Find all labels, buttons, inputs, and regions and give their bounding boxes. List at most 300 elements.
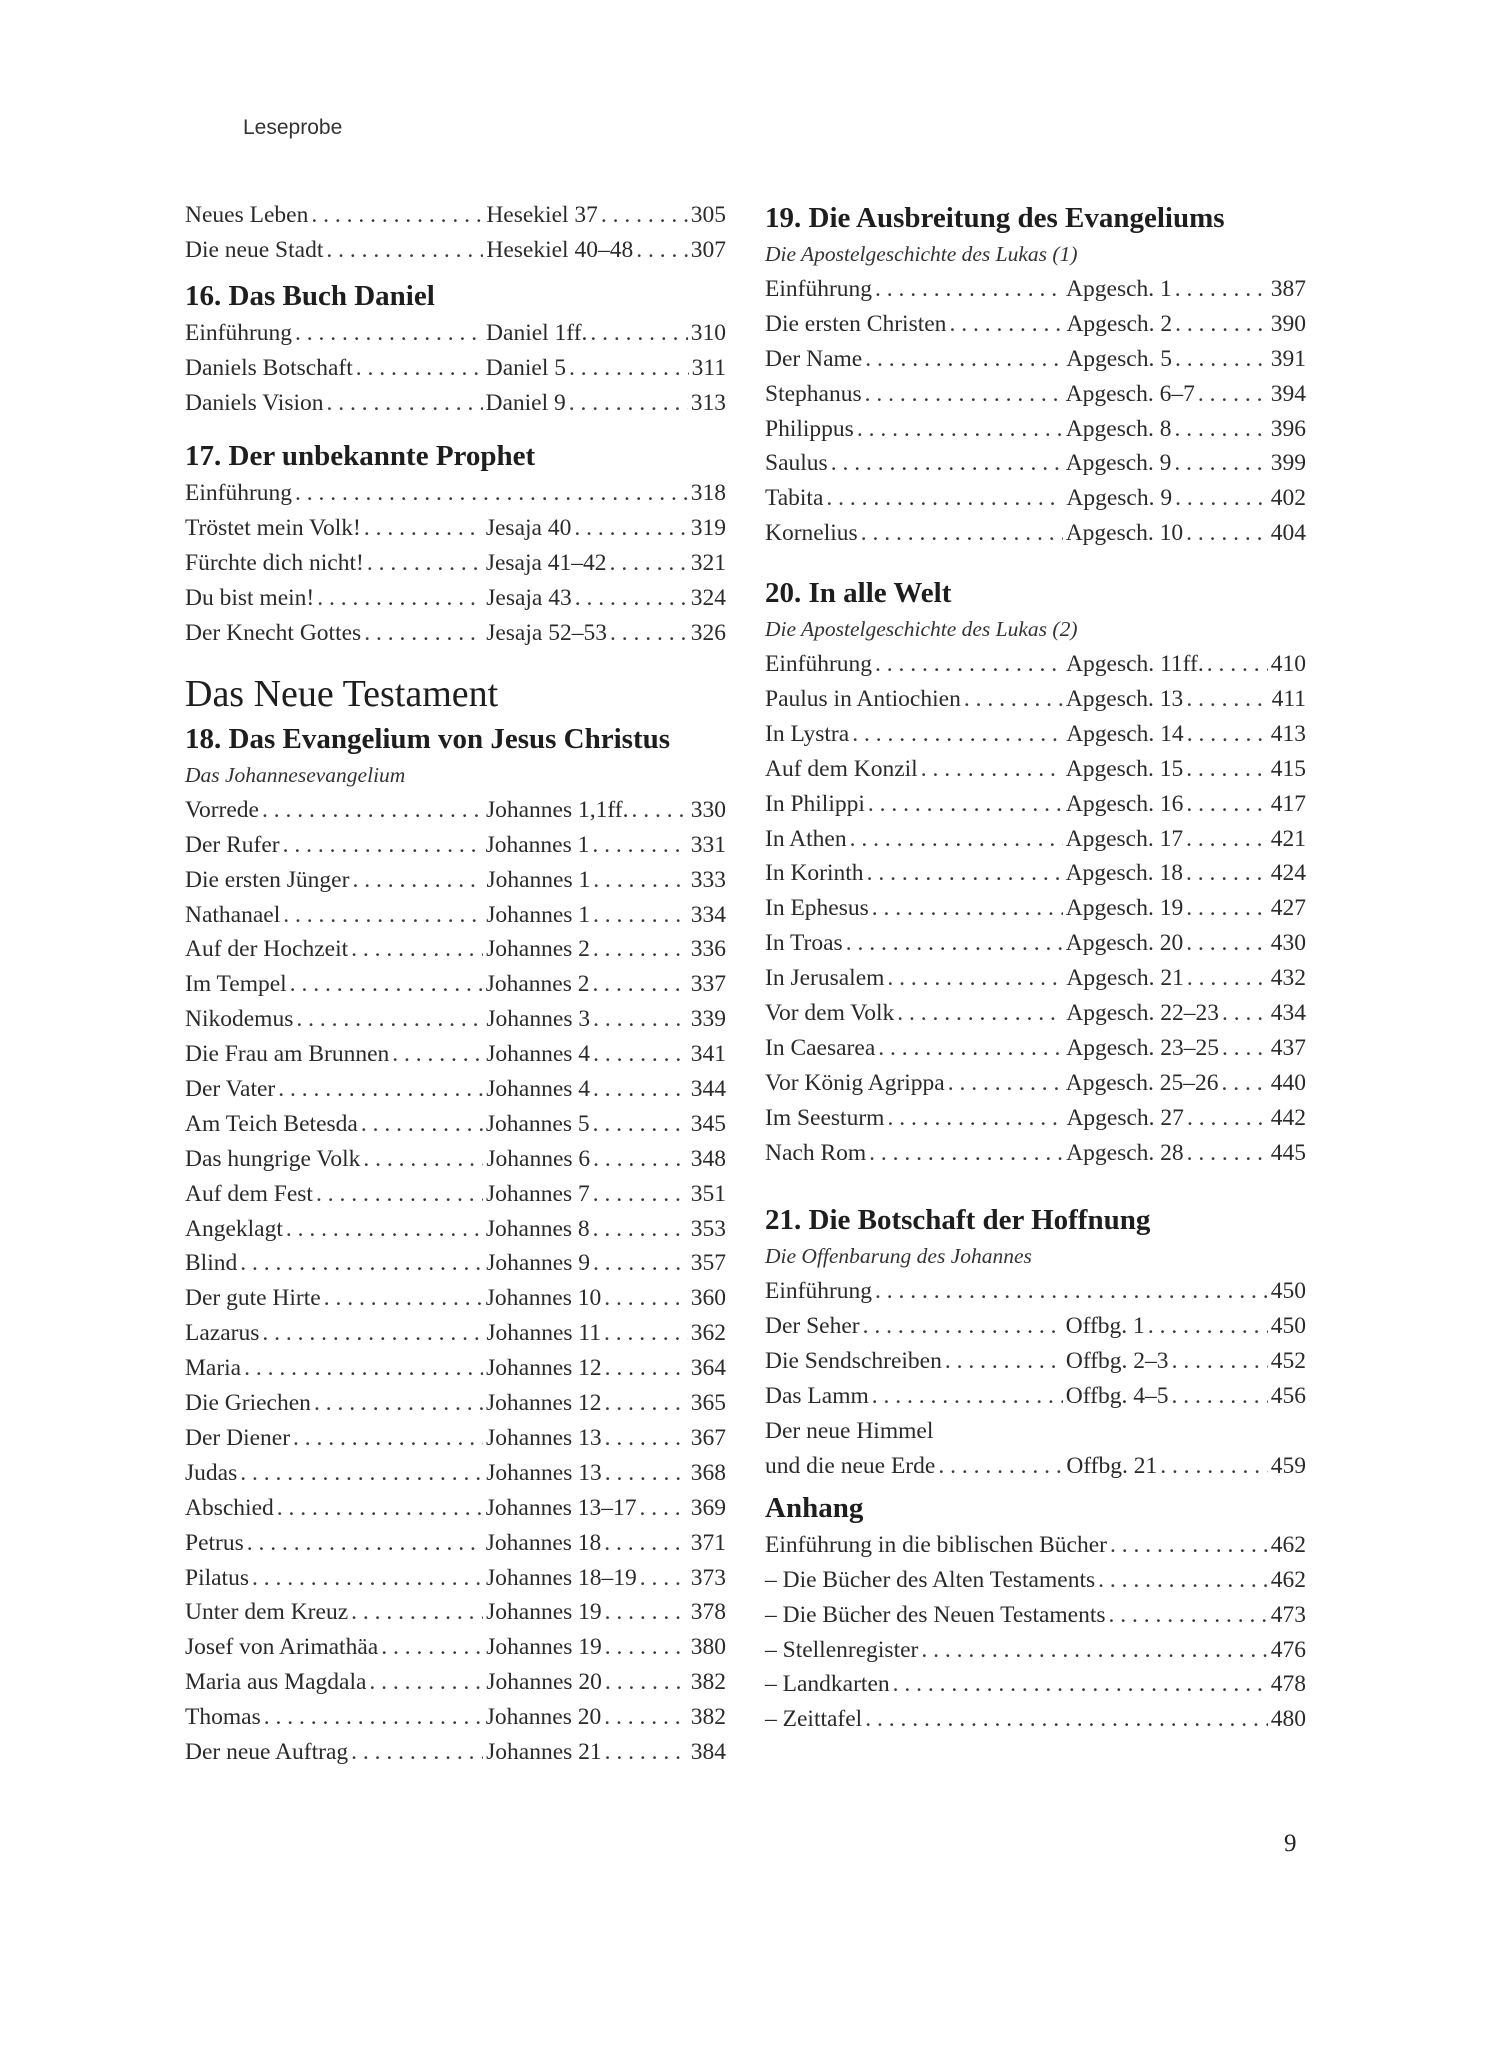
dot-leader: [1175, 307, 1268, 342]
dot-leader: [295, 476, 688, 511]
entry-ref: Jesaja 40: [485, 515, 572, 542]
entry-title: Die Sendschreiben: [765, 1348, 942, 1375]
section-title: Das Neue Testament: [185, 672, 499, 715]
entry-ref: Offbg. 21: [1066, 1452, 1158, 1479]
toc-entry: [185, 1281, 726, 1316]
entry-title: Auf dem Fest: [185, 1180, 313, 1207]
entry-page: 432: [1270, 965, 1306, 992]
dot-leader: [240, 1456, 483, 1491]
entry-page: 473: [1270, 1601, 1306, 1628]
toc-list-top: [185, 198, 726, 268]
dot-leader: [875, 1274, 1268, 1309]
toc-entry: [765, 891, 1306, 926]
entry-page: 476: [1270, 1636, 1306, 1663]
dot-leader: [605, 1630, 688, 1665]
entry-ref: Johannes 19: [486, 1634, 602, 1661]
dot-leader: [569, 351, 689, 386]
dot-leader: [569, 386, 688, 421]
entry-ref: Johannes 5: [485, 1110, 590, 1137]
dot-leader: [1187, 961, 1268, 996]
dot-leader: [316, 1177, 483, 1212]
entry-ref: Apgesch. 21: [1066, 965, 1184, 992]
toc-entry: [185, 1002, 726, 1037]
toc-entry: [185, 1665, 726, 1700]
toc-list-ch20: [765, 647, 1306, 1170]
dot-leader: [351, 1595, 483, 1630]
entry-ref: Johannes 11: [486, 1320, 602, 1347]
entry-title: Blind: [185, 1250, 238, 1277]
entry-ref: Offbg. 4–5: [1065, 1383, 1169, 1410]
dot-leader: [636, 233, 688, 268]
entry-ref: Johannes 9: [486, 1250, 591, 1277]
entry-page: 411: [1271, 686, 1306, 713]
dot-leader: [392, 1037, 483, 1072]
toc-entry: [185, 1107, 726, 1142]
dot-leader: [846, 926, 1063, 961]
entry-page: 330: [690, 796, 726, 823]
entry-page: 367: [690, 1424, 726, 1451]
dot-leader: [247, 1526, 483, 1561]
entry-page: 369: [690, 1494, 726, 1521]
entry-page: 478: [1270, 1671, 1306, 1698]
entry-page: 456: [1270, 1383, 1306, 1410]
dot-leader: [850, 822, 1063, 857]
entry-page: 305: [690, 202, 726, 228]
entry-page: 434: [1270, 1000, 1306, 1027]
dot-leader: [1186, 516, 1268, 551]
dot-leader: [262, 1316, 483, 1351]
entry-title: Die ersten Christen: [765, 310, 947, 337]
dot-leader: [575, 581, 688, 616]
entry-ref: Johannes 10: [485, 1285, 602, 1312]
toc-entry: [185, 1246, 726, 1281]
toc-entry: [765, 1633, 1306, 1668]
entry-page: 307: [690, 236, 726, 263]
toc-entry: [765, 412, 1306, 447]
entry-page: 345: [690, 1110, 726, 1137]
entry-title: Stephanus: [765, 380, 862, 407]
entry-ref: Johannes 13: [486, 1459, 602, 1486]
dot-leader: [1187, 1101, 1268, 1136]
entry-page: 348: [690, 1145, 726, 1172]
entry-title: Neues Leben: [185, 202, 309, 228]
dot-leader: [593, 863, 688, 898]
entry-page: 437: [1270, 1034, 1306, 1061]
toc-entry: [765, 446, 1306, 481]
entry-ref: Apgesch. 10: [1065, 520, 1184, 547]
toc-list-ch21: [765, 1309, 1306, 1414]
entry-page: 396: [1270, 415, 1306, 442]
dot-leader: [826, 481, 1063, 516]
entry-ref: Offbg. 2–3: [1065, 1348, 1169, 1375]
toc-list-appendix: [765, 1528, 1306, 1737]
chapter-19-heading: 19. Die Ausbreitung des Evangeliums: [765, 202, 1225, 234]
entry-ref: Jesaja 41–42: [485, 550, 607, 577]
entry-page: 334: [690, 901, 726, 928]
dot-leader: [1222, 1031, 1268, 1066]
entry-page: 333: [690, 866, 726, 893]
entry-title: In Caesarea: [765, 1034, 876, 1061]
entry-page: 337: [690, 971, 726, 998]
toc-entry: [765, 1309, 1306, 1344]
entry-title: Vor dem Volk: [765, 1000, 895, 1027]
entry-title: Einführung: [185, 319, 293, 346]
dot-leader: [601, 198, 688, 233]
entry-title: Vor König Agrippa: [765, 1069, 945, 1096]
dot-leader: [326, 233, 483, 268]
dot-leader: [605, 1665, 688, 1700]
entry-page: 440: [1270, 1069, 1306, 1096]
entry-ref: Daniel 9: [485, 389, 566, 416]
dot-leader: [605, 1351, 688, 1386]
entry-title: Daniels Botschaft: [185, 354, 353, 381]
dot-leader: [865, 342, 1063, 377]
entry-title: Der Diener: [185, 1424, 291, 1451]
entry-ref: Hesekiel 37: [486, 202, 598, 228]
entry-page: 442: [1270, 1104, 1306, 1131]
dot-leader: [590, 316, 687, 351]
dot-leader: [605, 1456, 688, 1491]
toc-entry: [185, 1735, 726, 1770]
toc-entry: [765, 481, 1306, 516]
entry-ref: Johannes 18–19: [485, 1564, 637, 1591]
entry-page: 415: [1270, 755, 1306, 782]
dot-leader: [1186, 787, 1267, 822]
dot-leader: [938, 1449, 1063, 1484]
toc-entry: [185, 1491, 726, 1526]
entry-title: und die neue Erde: [765, 1452, 936, 1479]
toc-entry: [765, 717, 1306, 752]
entry-ref: Johannes 3: [486, 1006, 591, 1033]
dot-leader: [369, 1665, 483, 1700]
dot-leader: [863, 1309, 1063, 1344]
dot-leader: [317, 581, 483, 616]
entry-title: Einführung in die biblischen Bücher: [765, 1531, 1107, 1558]
dot-leader: [610, 616, 688, 651]
dot-leader: [1098, 1563, 1268, 1598]
dot-leader: [1175, 272, 1268, 307]
dot-leader: [367, 546, 483, 581]
entry-title: Angeklagt: [185, 1215, 283, 1242]
entry-page: 353: [690, 1215, 726, 1242]
entry-page: 365: [690, 1390, 726, 1417]
dot-leader: [878, 1031, 1063, 1066]
dot-leader: [351, 932, 483, 967]
toc-entry: [765, 647, 1306, 682]
entry-page: 430: [1270, 930, 1306, 957]
chapter-21-subtitle: Die Offenbarung des Johannes: [765, 1244, 1032, 1269]
entry-ref: Johannes 12: [485, 1390, 602, 1417]
dot-leader: [283, 828, 483, 863]
toc-entry: [185, 1421, 726, 1456]
dot-leader: [1187, 1136, 1268, 1171]
dot-leader: [290, 967, 483, 1002]
entry-title: Tröstet mein Volk!: [185, 515, 361, 542]
entry-title: Maria aus Magdala: [185, 1669, 367, 1696]
entry-title: Philippus: [765, 415, 854, 442]
dot-leader: [244, 1351, 483, 1386]
entry-title: Der Knecht Gottes: [185, 620, 362, 647]
toc-entry: [765, 1563, 1306, 1598]
dot-leader: [857, 412, 1063, 447]
entry-ref: Daniel 5: [485, 354, 566, 381]
entry-ref: Apgesch. 18: [1065, 860, 1184, 887]
entry-ref: Daniel 1ff.: [486, 319, 588, 346]
entry-ref: Apgesch. 15: [1065, 755, 1184, 782]
appendix-heading: Anhang: [765, 1491, 864, 1524]
entry-page: 357: [690, 1250, 726, 1277]
entry-ref: Johannes 4: [486, 1076, 591, 1103]
entry-page: 326: [690, 620, 726, 647]
toc-entry: [185, 546, 726, 581]
entry-page: 364: [690, 1355, 726, 1382]
toc-entry: [185, 198, 726, 233]
dot-leader: [865, 1702, 1268, 1737]
toc-entry: [765, 926, 1306, 961]
entry-page: 380: [690, 1634, 726, 1661]
entry-page: 384: [690, 1738, 726, 1765]
entry-page: 445: [1270, 1139, 1306, 1166]
entry-title: Einführung: [185, 480, 293, 507]
dot-leader: [593, 1212, 688, 1247]
toc-entry: [185, 793, 726, 828]
entry-page: 362: [690, 1320, 726, 1347]
entry-ref: Jesaja 43: [486, 585, 572, 612]
entry-ref: Johannes 1: [486, 866, 591, 893]
dot-leader: [593, 1037, 688, 1072]
entry-page: 382: [690, 1669, 726, 1696]
entry-ref: Apgesch. 8: [1065, 415, 1172, 442]
entry-title: Im Seesturm: [765, 1104, 885, 1131]
dot-leader: [286, 1212, 483, 1247]
toc-entry: [185, 616, 726, 651]
dot-leader: [1109, 1598, 1268, 1633]
entry-title: Judas: [185, 1459, 238, 1486]
dot-leader: [593, 1246, 688, 1281]
toc-entry: [765, 1667, 1306, 1702]
dot-leader: [1160, 1449, 1267, 1484]
toc-list-ch18: [185, 793, 726, 1770]
dot-leader: [252, 1561, 483, 1596]
entry-title: – Landkarten: [765, 1671, 890, 1698]
entry-title: Das hungrige Volk: [185, 1145, 361, 1172]
dot-leader: [592, 828, 687, 863]
dot-leader: [887, 961, 1063, 996]
entry-page: 339: [690, 1006, 726, 1033]
entry-page: 319: [690, 515, 726, 542]
entry-ref: Apgesch. 16: [1065, 790, 1184, 817]
entry-ref: Johannes 2: [485, 971, 590, 998]
toc-entry: [185, 1177, 726, 1212]
chapter-19-subtitle: Die Apostelgeschichte des Lukas (1): [765, 242, 1078, 266]
toc-entry: [765, 1066, 1306, 1101]
entry-page: 452: [1270, 1348, 1306, 1375]
dot-leader: [865, 377, 1063, 412]
toc-entry: [765, 377, 1306, 412]
toc-entry: [185, 1037, 726, 1072]
entry-title: Pilatus: [185, 1564, 249, 1591]
entry-ref: Hesekiel 40–48: [486, 236, 634, 263]
dot-leader: [240, 1246, 483, 1281]
right-column: [765, 198, 1306, 1737]
entry-page: 371: [690, 1529, 726, 1556]
entry-page: 450: [1270, 1278, 1306, 1305]
entry-title: In Troas: [765, 930, 843, 957]
entry-title: Die Griechen: [185, 1390, 311, 1417]
toc-entry: [185, 511, 726, 546]
dot-leader: [593, 1177, 688, 1212]
dot-leader: [869, 1136, 1063, 1171]
dot-leader: [593, 1142, 688, 1177]
entry-ref: Johannes 12: [486, 1355, 602, 1382]
dot-leader: [314, 1386, 483, 1421]
entry-ref: Apgesch. 11ff.: [1066, 651, 1204, 678]
entry-title: Petrus: [185, 1529, 244, 1556]
dot-leader: [921, 1633, 1267, 1668]
entry-title: Der gute Hirte: [185, 1285, 321, 1312]
toc-entry: [765, 516, 1306, 551]
dot-leader: [1187, 717, 1268, 752]
toc-entry: [185, 1456, 726, 1491]
entry-title: Am Teich Betesda: [185, 1110, 358, 1137]
entry-page: 427: [1270, 895, 1306, 922]
entry-page: 424: [1270, 860, 1306, 887]
entry-title: Nikodemus: [185, 1006, 294, 1033]
entry-ref: Apgesch. 5: [1066, 345, 1172, 372]
entry-ref: Apgesch. 19: [1065, 895, 1184, 922]
entry-page: 378: [690, 1599, 726, 1626]
entry-ref: Apgesch. 14: [1066, 720, 1184, 747]
toc-entry-ch17-intro: [185, 476, 726, 511]
chapter-18-heading: 18. Das Evangelium von Jesus Christus: [185, 722, 671, 755]
entry-title: Kornelius: [765, 520, 858, 547]
dot-leader: [861, 516, 1063, 551]
dot-leader: [381, 1630, 483, 1665]
toc-entry: [765, 1101, 1306, 1136]
dot-leader: [872, 1379, 1063, 1414]
dot-leader: [593, 898, 688, 933]
toc-entry: [185, 316, 726, 351]
dot-leader: [1175, 481, 1268, 516]
dot-leader: [1186, 822, 1268, 857]
entry-ref: Johannes 1,1ff.: [485, 796, 629, 823]
dot-leader: [296, 1002, 483, 1037]
entry-title: In Philippi: [765, 790, 865, 817]
dot-leader: [311, 198, 483, 233]
dot-leader: [593, 1002, 688, 1037]
entry-page: 390: [1270, 310, 1306, 337]
dot-leader: [1110, 1528, 1268, 1563]
entry-page: 368: [690, 1459, 726, 1486]
entry-ref: Johannes 1: [485, 831, 590, 858]
toc-entry: [185, 1212, 726, 1247]
entry-ref: Apgesch. 22–23: [1066, 1000, 1220, 1027]
toc-entry: [765, 1344, 1306, 1379]
entry-title: Thomas: [185, 1704, 261, 1731]
toc-entry: [765, 1379, 1306, 1414]
dot-leader: [593, 1107, 688, 1142]
toc-entry: [765, 342, 1306, 377]
toc-entry: [185, 1386, 726, 1421]
toc-entry: [185, 233, 726, 268]
chapter-17-heading: 17. Der unbekannte Prophet: [185, 440, 536, 473]
entry-ref: Johannes 4: [486, 1041, 591, 1068]
entry-ref: Johannes 18: [485, 1529, 602, 1556]
entry-ref: Apgesch. 20: [1065, 930, 1184, 957]
entry-page: 462: [1270, 1566, 1306, 1593]
entry-ref: Johannes 20: [485, 1704, 602, 1731]
entry-title: Das Lamm: [765, 1383, 869, 1410]
entry-page: 450: [1270, 1313, 1306, 1340]
dot-leader: [831, 446, 1063, 481]
entry-title: Der Name: [765, 345, 863, 372]
chapter-18-subtitle: Das Johannesevangelium: [185, 762, 406, 787]
toc-entry: [765, 1598, 1306, 1633]
toc-entry: [185, 1351, 726, 1386]
dot-leader: [948, 1066, 1063, 1101]
entry-title: Du bist mein!: [185, 585, 315, 612]
entry-title: Maria: [185, 1355, 242, 1382]
entry-ref: Apgesch. 27: [1066, 1104, 1184, 1131]
entry-page: 310: [690, 319, 726, 346]
dot-leader: [1186, 752, 1268, 787]
entry-title: In Jerusalem: [765, 965, 885, 992]
entry-title: Tabita: [765, 485, 824, 512]
entry-title: In Athen: [765, 825, 847, 852]
toc-entry: [185, 1595, 726, 1630]
entry-page: 399: [1270, 450, 1306, 477]
entry-ref: Apgesch. 13: [1065, 686, 1184, 713]
entry-ref: Jesaja 52–53: [486, 620, 607, 647]
entry-page: 387: [1270, 276, 1306, 302]
dot-leader: [278, 1072, 483, 1107]
entry-ref: Apgesch. 17: [1065, 825, 1184, 852]
entry-title: In Korinth: [765, 860, 864, 887]
dot-leader: [893, 1667, 1268, 1702]
dot-leader: [352, 863, 483, 898]
entry-page: 344: [690, 1076, 726, 1103]
dot-leader: [293, 1421, 483, 1456]
toc-entry: [185, 1526, 726, 1561]
entry-page: 391: [1270, 345, 1306, 372]
entry-page: 382: [690, 1704, 726, 1731]
toc-entry: [185, 898, 726, 933]
toc-entry: [185, 351, 726, 386]
dot-leader: [1175, 342, 1268, 377]
dot-leader: [1171, 1379, 1267, 1414]
dot-leader: [277, 1491, 483, 1526]
entry-title: Im Tempel: [185, 971, 287, 998]
dot-leader: [1186, 682, 1268, 717]
entry-page: 336: [690, 936, 726, 963]
entry-title: Der neue Auftrag: [185, 1738, 349, 1765]
dot-leader: [604, 1526, 687, 1561]
dot-leader: [1148, 1309, 1268, 1344]
dot-leader: [604, 1700, 688, 1735]
entry-ref: Johannes 7: [485, 1180, 590, 1207]
dot-leader: [604, 1281, 687, 1316]
toc-entry: [765, 961, 1306, 996]
toc-list-ch17: [185, 511, 726, 651]
entry-ref: Johannes 6: [486, 1145, 591, 1172]
dot-leader: [1186, 926, 1268, 961]
toc-entry: [765, 856, 1306, 891]
toc-entry: [765, 682, 1306, 717]
entry-title: Auf der Hochzeit: [185, 936, 349, 963]
dot-leader: [604, 1316, 688, 1351]
dot-leader: [1186, 856, 1268, 891]
entry-ref: Apgesch. 9: [1065, 450, 1172, 477]
